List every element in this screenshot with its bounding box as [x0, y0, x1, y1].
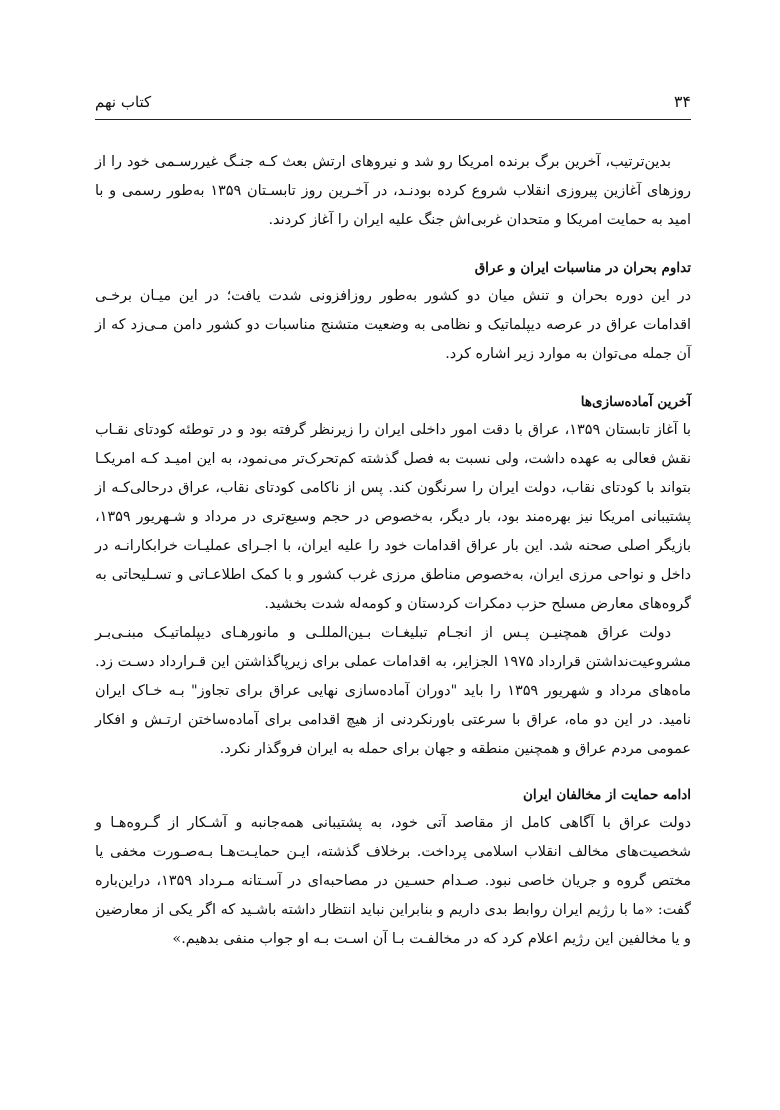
preparations-heading: آخرین آماده‌سازی‌ها — [580, 394, 691, 410]
preparations-paragraph-1: با آغاز تابستان ۱۳۵۹، عراق با دقت امور داخلی ایران را زیرنظر گرفته بود و در توطئه کودتای نقـاب نقش فعالی به عهده داشت، ولی نسبت به فصل گذشته کم‌تحرک‌تر می‌نمود، به این امیـد کـه امریکـا بتواند با کودتای نقاب، دولت ایران را سرنگون کند. پس از ناکامی کودتای نقاب، عراق درحالی‌کـه از پشتیبانی امریکا نیز بهره‌مند بود، بار دیگر، به‌خصوص در حجم وسیع‌تری در مرداد و شـهریور ۱۳۵۹، بازیگر اصلی صحنه شد. این بار عراق اقدامات خود را علیه ایران، با اجـرای عملیـات خرابکارانـه در داخل و نواحی مرزی ایران، به‌خصوص مناطق مرزی غرب کشور و با کمک اطلاعـاتی و تسـلیحاتی به گروه‌های معارض مسلح حزب دمکرات کردستان و کومه‌له شدت بخشید. — [95, 422, 691, 612]
crisis-heading: تداوم بحران در مناسبات ایران و عراق — [474, 260, 691, 276]
section-spacer — [95, 369, 691, 388]
intro-paragraph: بدین‌ترتیب، آخرین برگ برنده امریکا رو شد و نیروهای ارتش بعث کـه جنـگ غیررسـمی خود را از روزهای آغازین پیروزی انقلاب شروع کرده بودنـد، در آخـرین روز تابسـتان ۱۳۵۹ به‌طور رسمی و با امید به حمایت امریکا و متحدان غربی‌اش جنگ علیه ایران را آغاز کردند. — [95, 154, 691, 228]
preparations-paragraph-2: دولت عراق همچنیـن پـس از انجـام تبلیغـات بـین‌المللـی و مانورهـای دیپلماتیـک مبنـی‌بـر مشروعیت‌نداشتن قرارداد ۱۹۷۵ الجزایر، به اقدامات عملی برای زیرپاگذاشتن این قـرارداد دسـت زد. ماه‌های مرداد و شهریور ۱۳۵۹ را باید "دوران آماده‌سازی نهایی عراق برای تجاوز" بـه خـاک ایران نامید. در این دو ماه، عراق با سرعتی باورنکردنی از هیچ اقدامی برای آماده‌ساختن ارتـش و افکار عمومی مردم عراق و همچنین منطقه و جهان برای حمله به ایران فروگذار نکرد. — [95, 625, 691, 757]
crisis-paragraph: در این دوره بحران و تنش میان دو کشور به‌طور روزافزونی شدت یافت؛ در این میـان برخـی اقدامات عراق در عرصه دیپلماتیک و نظامی به وضعیت متشنج مناسبات دو کشور دامن مـی‌زد که از آن جمله می‌توان به موارد زیر اشاره کرد. — [95, 288, 691, 362]
support-paragraph: دولت عراق با آگاهی کامل از مقاصد آتی خود، به پشتیبانی همه‌جانبه و آشـکار از گـروه‌هـا و شخصیت‌های مخالف انقلاب اسلامی پرداخت. برخلاف گذشته، ایـن حمایـت‌هـا بـه‌صـورت مخفی یا مختص گروه و جریان خاصی نبود. صـدام حسـین در مصاحبه‌ای در آسـتانه مـرداد ۱۳۵۹، دراین‌باره گفت: «ما با رژیم ایران روابط بدی داریم و بنابراین نباید انتظار داشته باشـید که اگر یکی از معارضین و یا مخالفین این رژیم اعلام کرد که در مخالفـت بـا آن اسـت بـه او جواب منفی بدهیم.» — [95, 815, 692, 947]
page-body — [95, 148, 691, 954]
section-spacer — [95, 764, 691, 781]
page-header — [95, 92, 691, 118]
header-divider — [95, 119, 691, 120]
section-spacer — [95, 235, 691, 254]
running-title: کتاب نهم — [95, 93, 152, 111]
page-number: ۳۴ — [673, 92, 691, 111]
support-heading: ادامه حمایت از مخالفان ایران — [523, 787, 691, 803]
